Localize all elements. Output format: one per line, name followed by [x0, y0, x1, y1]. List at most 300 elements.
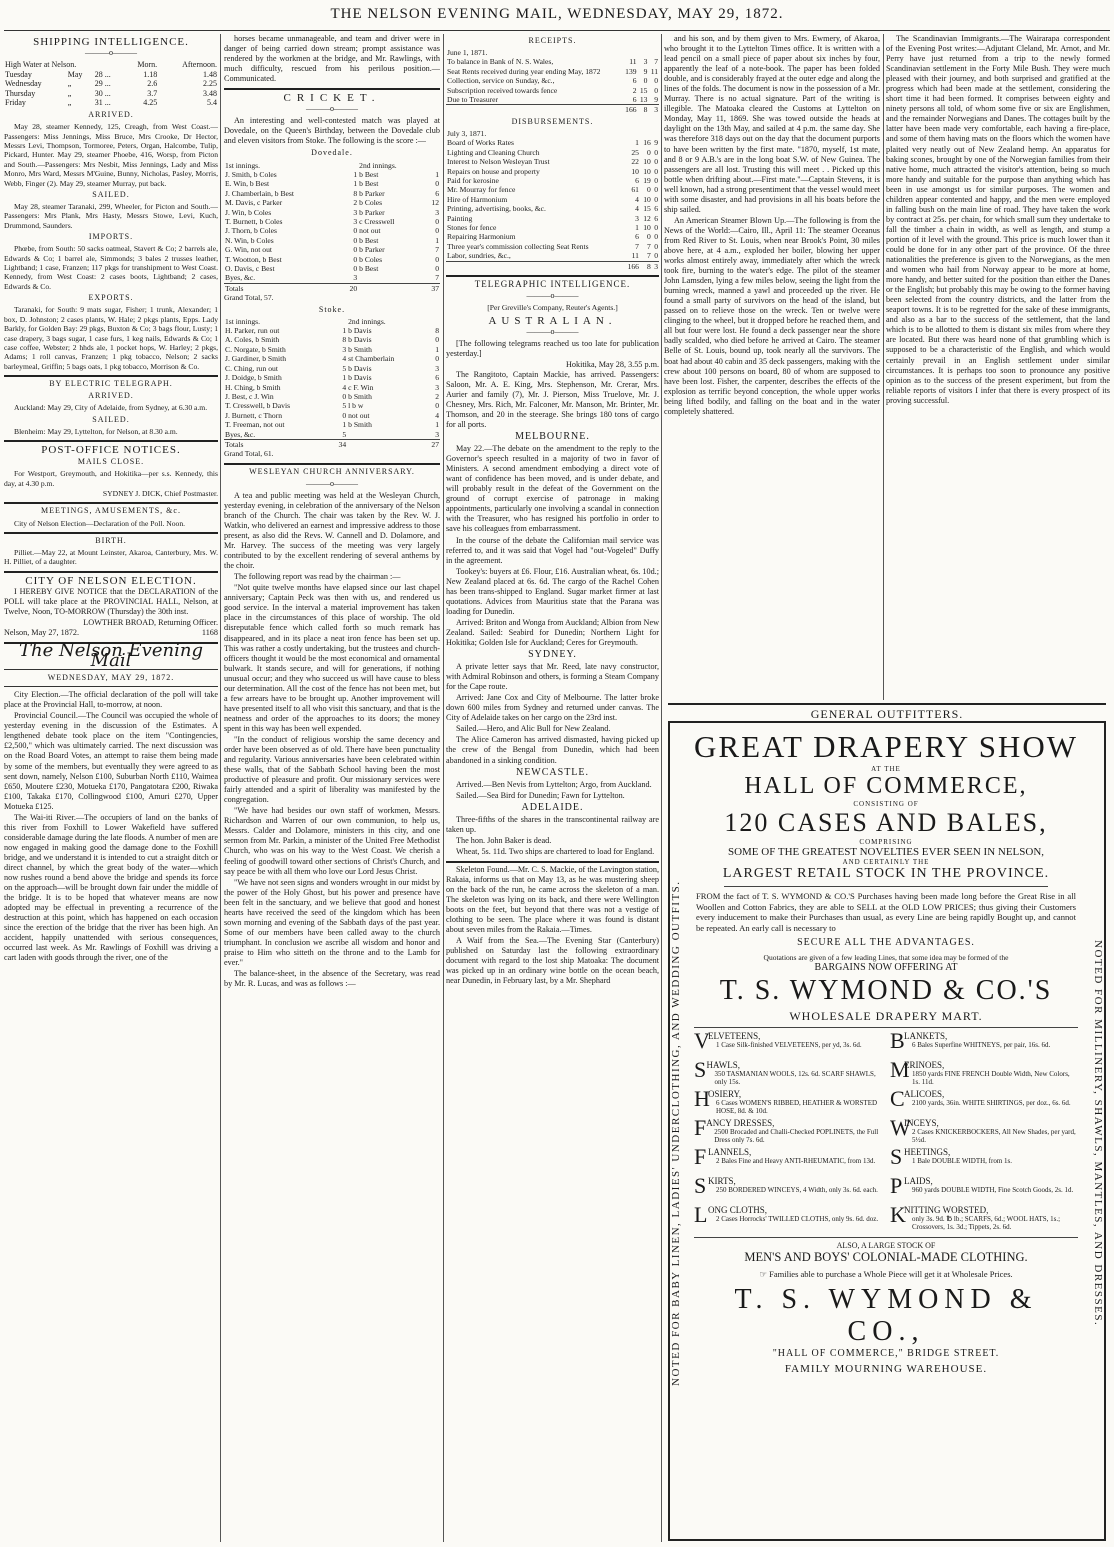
- table-row: [224, 373, 440, 382]
- telegraph-heading: BY ELECTRIC TELEGRAPH.: [49, 379, 173, 389]
- ad-address: "HALL OF COMMERCE," BRIDGE STREET.: [772, 1348, 1000, 1359]
- election-date: Nelson, May 27, 1872.: [4, 628, 80, 637]
- account-row-cell: 9: [654, 95, 658, 105]
- ad-item: [694, 1057, 882, 1089]
- telegraph-agents: [Per Greville's Company, Reuter's Agents.]: [487, 303, 618, 313]
- ad-item-name: LANNELS,: [708, 1147, 752, 1157]
- disbursements-heading: DISBURSEMENTS.: [511, 116, 594, 126]
- account-row-cell: 1: [635, 138, 639, 148]
- divider: ———o———: [306, 104, 358, 114]
- table-total: [224, 283, 440, 293]
- table-row-cell: T. Freeman, not out: [225, 420, 285, 430]
- table-row-cell: J. Thorn, b Coles: [225, 226, 277, 236]
- ad-item-text: [904, 1147, 1012, 1165]
- table-row-cell: M. Davis, c Parker: [225, 198, 283, 208]
- table-row-cell: J. Win, b Coles: [225, 207, 272, 217]
- ad-item-name: HAWLS,: [706, 1060, 741, 1070]
- account-row-cell: 7: [647, 251, 651, 261]
- table-row-cell: J. Gardiner, b Smith: [225, 354, 287, 364]
- account-row: [446, 157, 659, 166]
- account-row-cell: 0: [654, 241, 658, 251]
- mails-heading: MAILS CLOSE.: [77, 457, 145, 467]
- sydney-p2: Arrived: Jane Cox and City of Melbourne. The latter broke down 600 miles from Sydney and returned under canvas. The City of Adelaide takes on her cargo on the 23rd inst.: [446, 693, 659, 723]
- account-row-cell: Subscription received towards fence: [447, 85, 558, 95]
- account-row-cell: To balance in Bank of N. S. Wales,: [447, 57, 554, 67]
- account-row-cell: 0: [654, 251, 658, 261]
- table-header-cell: [332, 317, 347, 326]
- table-row-cell: [358, 273, 424, 283]
- table-row-cell: C. Norgate, b Smith: [225, 344, 286, 354]
- account-row: [446, 57, 659, 66]
- table-row-cell: b Parker: [359, 188, 385, 198]
- arrived-text: May 28, steamer Kennedy, 125, Creagh, from West Coast.—Passengers: Miss Jennings, Miss Bruce, Mrs Crooke, Dr Hector, Messrs Levi, Thompson, Tormoree, Peters, Organ, Halcombe, Tulip, Pickard, Hunter. May 29, steamer Phoebe, 416, Worsp, from Picton and South.—Passengers: Mrs Nesbit, Miss Jennings, Lady and Miss Monro, Mrs Ward, Messrs M'Guine, Bunny, Nicholas, Pasley, Morris, Webb, Finger (2). May 29, steamer Murray, put back.: [4, 122, 218, 188]
- column-2: [224, 34, 440, 1542]
- ad-item: [694, 1144, 882, 1176]
- ad-item-initial: F: [694, 1144, 707, 1169]
- table-row-cell: 3: [342, 344, 347, 354]
- ad-items-left: [694, 1028, 882, 1234]
- account-row-cell: Repairing Harmonium: [447, 232, 516, 242]
- stoke-heading: Stoke.: [318, 304, 346, 314]
- editorial-council: Provincial Council.—The Council was occupied the whole of yesterday evening in the discussion of the Estimates. A lengthened debate took place on the item "Contingencies, £2,500," which was ultimately carried. The next discussion was on the Road Board Votes, an attempt to raise them being made by some of the members, but eventually they were agreed to as sent down, namely, Nelson £100, Suburban North £110, Waimea £650, Moutere £230, Motueka £170, Pangatotara £200, Riwaka £100, Takaka £170, Collingwood £100, Amuri £270, Upper Motueka £125.: [4, 711, 218, 811]
- account-row-cell: 0: [654, 166, 658, 176]
- table-row-cell: 0: [435, 216, 439, 226]
- table-row-cell: J. Smith, b Coles: [225, 169, 277, 179]
- table-row-cell: 0: [353, 226, 358, 236]
- wesleyan-p1: A tea and public meeting was held at the Wesleyan Church, yesterday evening, in celebration of the anniversary of the Nelson branch of the Church. The chair was taken by the Rev. W. J. Watkin, who delivered an earnest and impressive address to those present, as also did the Revs. W. Cannell and D. Dolamore, and Mr. Harvey. The success of the meeting was very largely contributed to by the excellent rendering of several anthems by the choir.: [224, 490, 440, 571]
- table-header: [224, 161, 440, 170]
- table-header-cell: 2nd innings.: [348, 316, 386, 326]
- divider: ———o———: [85, 48, 137, 58]
- wesleyan-heading: WESLEYAN CHURCH ANNIVERSARY.: [249, 466, 415, 476]
- account-total-cell: [446, 261, 623, 271]
- ad-content: [694, 723, 1078, 1539]
- account-row-cell: 9: [643, 66, 648, 76]
- ad-item-text: [708, 1089, 882, 1115]
- table-row-cell: 0: [435, 179, 439, 189]
- table-row-cell: b Davis: [348, 363, 372, 373]
- steamer-blown-up: An American Steamer Blown Up.—The following is from the News of the World:—Cairo, Ill., April 11: The steamer Oceanus from Red River to St. Louis, when near Brook's Point, 30 miles above here, at 4 a.m., exploded her boiler, blowing her upper works almost entirely away, immediately after which the wreck took fire, burning to the water's edge. The pilot of the steamer John Lamsden, lying a few miles below, seeing the light from the burning wreck, manned a yawl and proceeded up the river. He found a small party of survivors on the head of the island, but passed on to relieve those on the wreck. Ten or twelve were clinging to the wheel, but it dropped before he reached them, and all but four were lost. He found a deck passenger near the shore badly scalded, who died before he arrived at Cairo. The steamer Belle of St. Louis, bound up, took nearly all the survivors. The boat had about 40 cabin and 35 deck passengers, making with the crew about 100 persons on board, 80 of whom are supposed to have been lost. Fisher, the carpenter, describes the effects of the explosion as terrific beyond conception, the whole upper works being lifted bodily, and falling on the boat and in the water completely shattered.: [664, 215, 880, 416]
- table-row-cell: 1: [342, 326, 347, 336]
- tide-row: Wednesday „ 29 ... 2.6 2.25: [5, 79, 217, 89]
- table-row-cell: J. Best, c J. Win: [225, 391, 274, 401]
- table-row-cell: 0: [342, 410, 347, 420]
- table-row: [224, 170, 440, 179]
- account-row-cell: 61: [631, 185, 639, 195]
- account-row-cell: [622, 48, 637, 57]
- table-row: [224, 345, 440, 354]
- column-3: [446, 34, 659, 1542]
- account-row-cell: 22: [631, 157, 639, 167]
- table-row: [224, 364, 440, 373]
- table-row-cell: 5: [342, 401, 347, 411]
- account-row-cell: [648, 48, 659, 57]
- table-row-cell: b Parker: [359, 245, 385, 255]
- table-total-cell: Totals: [224, 283, 342, 293]
- masthead-rule: [4, 30, 1110, 31]
- ad-item-name: LAIDS,: [904, 1176, 933, 1186]
- telegraph-arrived: Auckland: May 29, City of Adelaide, from Sydney, at 6.30 a.m.: [14, 403, 208, 413]
- ad-item-initial: M: [890, 1057, 910, 1082]
- ad-item-text: [708, 1205, 878, 1223]
- cricket-intro: An interesting and well-contested match was played at Dovedale, on the Queen's Birthday, between the Dovedale club and eleven visitors from Stoke. The following is the score :—: [224, 116, 440, 146]
- ad-item-name: OSIERY,: [708, 1089, 742, 1099]
- ad-item: [694, 1115, 882, 1147]
- ad-item-detail: 250 BORDERED WINCEYS, 4 Width, only 3s. 6d. each.: [716, 1186, 878, 1194]
- wesleyan-p2: The following report was read by the chairman :—: [234, 572, 401, 582]
- adelaide-heading: ADELAIDE.: [521, 801, 584, 813]
- sailed-heading: SAILED.: [92, 414, 130, 424]
- table-row-cell: 0: [435, 335, 439, 345]
- ad-item: [890, 1202, 1078, 1234]
- ad-item-name: ONG CLOTHS,: [708, 1205, 768, 1215]
- ad-item-detail: 6 Bales Superfine WHITNEYS, per pair, 16s. 6d.: [912, 1041, 1051, 1049]
- account-row: [446, 242, 659, 251]
- adelaide-p3: Wheat, 5s. 11d. Two ships are chartered to load for England.: [456, 846, 655, 856]
- account-row-cell: 16: [643, 138, 651, 148]
- sydney-heading: SYDNEY.: [528, 649, 577, 661]
- table-header-cell: 2nd innings.: [359, 160, 397, 170]
- ad-item-initial: S: [694, 1057, 707, 1082]
- account-total-cell: 166: [622, 105, 637, 115]
- account-row: [446, 251, 659, 261]
- tide-header: High Water at Nelson.: [5, 60, 77, 70]
- column-rule: [661, 34, 662, 1542]
- account-row-cell: 10: [643, 157, 651, 167]
- table-row-cell: 7: [435, 245, 439, 255]
- table-row-cell: 6: [435, 373, 439, 383]
- account-total-cell: 3: [648, 105, 659, 115]
- account-row-cell: June 1, 1871.: [447, 48, 488, 58]
- table-row-cell: 2: [435, 391, 439, 401]
- wesleyan-p4: "In the conduct of religious worship the same decency and order have been observed as of old. There have been punctuality and regularity. Various anniversaries have been celebrated within these walls, that of the Sabbath School having been the most productive of pleasure and profit. Our missionary services were fairly attended and a spirit of liberality was manifested by the congregation.: [224, 734, 440, 805]
- table-total-cell: 34: [332, 439, 347, 449]
- account-row-cell: 0: [654, 157, 658, 167]
- ad-item-detail: 350 TASMANIAN WOOLS, 12s. 6d. SCARF SHAWLS, only 15s.: [714, 1070, 876, 1086]
- ad-item-text: [904, 1118, 1078, 1144]
- table-row-cell: N. Win, b Coles: [225, 235, 274, 245]
- table-row-cell: b Davis: [348, 326, 372, 336]
- account-row-cell: Lighting and Cleaning Church: [447, 147, 540, 157]
- table-row: [224, 189, 440, 198]
- account-row: [446, 129, 659, 138]
- election-heading: CITY OF NELSON ELECTION.: [25, 574, 197, 587]
- table-row-cell: b Parker: [359, 207, 385, 217]
- ad-item-initial: B: [890, 1028, 905, 1053]
- table-row-cell: not out: [348, 410, 370, 420]
- wesleyan-p5: "We have had besides our own staff of workmen, Messrs. Richardson and Warren of our own communion, to help us, Messrs. Calder and Dolamore, ministers in this city, and one sermon from Mr. Parkin, a minister of the United Free Methodist Church, who was on his way to the West Coast. We cherish a feeling of goodwill toward other sections of Christ's Church, and say peace be with all them who love our Lord Jesus Christ.: [224, 806, 440, 876]
- account-row-cell: [623, 129, 640, 138]
- account-row-cell: 3: [643, 57, 648, 67]
- section-rule: [224, 88, 440, 90]
- table-row-cell: H. Ching, b Smith: [225, 382, 281, 392]
- ad-item-name: NITTING WORSTED,: [904, 1205, 989, 1215]
- table-row-cell: T. Wootton, b Best: [225, 254, 282, 264]
- editorial-election: City Election.—The official declaration of the poll will take place at the Provincial Hall, to-morrow, at noon.: [4, 690, 218, 710]
- table-header-cell: 1st innings.: [225, 160, 261, 170]
- account-row: [446, 195, 659, 204]
- table-row-cell: C. Ching, run out: [225, 363, 278, 373]
- table-row: [224, 236, 440, 245]
- table-total-cell: [358, 283, 424, 293]
- account-row-cell: 3: [635, 213, 639, 223]
- ad-item-name: ELVETEENS,: [708, 1031, 761, 1041]
- account-row-cell: Printing, advertising, books, &c.: [447, 204, 546, 214]
- account-row-cell: 6: [635, 232, 639, 242]
- table-row: [224, 411, 440, 420]
- table-row-cell: b Best: [359, 235, 379, 245]
- melbourne-p3: Tookey's: buyers at £6. Flour, £16. Australian wheat, 6s. 10d.; New Zealand placed at 6s. 6d. The cargo of the Rachel Cohen has been trans-shipped to England. Sugar market firmer at last quotations. Advices from Mauritius state that the Parana was loading for Dunedin.: [446, 566, 659, 616]
- table-row-cell: 3: [353, 216, 358, 226]
- section-rule: [4, 375, 218, 377]
- waif-from-sea: A Waif from the Sea.—The Evening Star (Canterbury) published on Saturday last the following extraordinary document with regard to the lost ship Matoaka: The document was picked up in an ordinary wine bottle on the ocean beach, near Dunedin, in February last, by a Mr. Shephard: [446, 936, 659, 986]
- shipping-heading: SHIPPING INTELLIGENCE.: [33, 36, 189, 48]
- table-row-cell: b Coles: [359, 254, 383, 264]
- table-row-cell: 2: [353, 198, 358, 208]
- melbourne-heading: MELBOURNE.: [515, 431, 590, 443]
- ad-item-text: [708, 1031, 862, 1049]
- table-row-cell: J. Chamberlain, b Best: [225, 188, 294, 198]
- paper-date: WEDNESDAY, MAY 29, 1872.: [47, 673, 175, 683]
- ad-item-initial: P: [890, 1173, 903, 1198]
- section-rule: [4, 502, 218, 504]
- account-row: [446, 138, 659, 147]
- wesleyan-p6: "We have not seen signs and wonders wrought in our midst by the power of the Holy Ghost, but his power and presence have been felt in the sanctuary, and we believe that good and honest hearts have received the seed of the kingdom which has been sown morning and evening of the Sabbath days of the past year. Some of our members have been called away to the church triumphant. In conclusion we ascribe all wisdom and honor and praise to Him who sitteth on the throne and to the Lamb for ever.": [224, 877, 440, 967]
- account-row: [446, 86, 659, 95]
- dovedale-scores: [224, 161, 440, 294]
- tide-header: Morn.: [137, 60, 158, 70]
- account-row-cell: 11: [629, 57, 637, 67]
- ad-item-initial: K: [890, 1202, 906, 1227]
- late-note: [The following telegrams reached us too late for publication yesterday.]: [446, 338, 659, 358]
- ad-connector: AND CERTAINLY THE: [842, 858, 930, 866]
- ad-item: [694, 1173, 882, 1205]
- ad-item-initial: H: [694, 1086, 710, 1111]
- account-row-cell: 9: [654, 138, 658, 148]
- ad-item-text: [707, 1060, 883, 1086]
- table-total-cell: 27: [425, 439, 440, 449]
- ad-item: [890, 1173, 1078, 1205]
- account-row-cell: 6: [654, 204, 658, 214]
- table-row-cell: b Coles: [359, 198, 383, 208]
- table-row-cell: 0: [435, 401, 439, 411]
- ad-item-text: [708, 1176, 878, 1194]
- table-row: [224, 383, 440, 392]
- dovedale-heading: Dovedale.: [311, 148, 353, 158]
- disbursements-table: [446, 129, 659, 271]
- table-row: [224, 335, 440, 344]
- sailed-text: May 28, steamer Taranaki, 299, Wheeler, for Picton and South.—Passengers: Mrs Plank, Mrs Hasty, Messrs Stowe, Levi, Kuch, Drummond, Saunders.: [4, 202, 218, 230]
- ad-item: [890, 1086, 1078, 1118]
- ad-item-detail: 1850 yards FINE FRENCH Double Width, New Colors, 1s. 11d.: [912, 1070, 1070, 1086]
- table-row-cell: 0: [435, 263, 439, 273]
- column-4: [664, 34, 880, 700]
- imports-text: Phœbe, from South: 50 sacks oatmeal, Stavert & Co; 2 barrels ale, Edwards & Co; 1 barrel ale, Simmonds; 3 bales 2 trusses leather, Lightband; 1 case, Franzen; 117 pkgs for transhipment to West Coast. Kennedy, from West Coast: 2 cases boots, Lightband; 2 cases, Edwards & Co.: [4, 244, 218, 291]
- newcastle-p1: Arrived.—Ben Nevis from Lyttelton; Argo, from Auckland.: [456, 779, 652, 789]
- account-row-cell: 2: [632, 85, 637, 95]
- table-row-cell: 0: [435, 254, 439, 264]
- table-row-cell: b Smith: [348, 344, 372, 354]
- ad-item-initial: F: [694, 1115, 707, 1140]
- table-row-cell: st Chamberlain: [348, 354, 395, 364]
- drapery-advertisement: [664, 703, 1110, 1546]
- table-row-cell: 0: [435, 354, 439, 364]
- account-row-cell: 1: [635, 223, 639, 232]
- account-row-cell: 0: [654, 147, 658, 157]
- ad-families: ☞ Families able to purchase a Whole Piece will get it at Wholesale Prices.: [759, 1269, 1013, 1279]
- table-row-cell: O. Davis, c Best: [225, 263, 275, 273]
- ad-connector: AT THE: [871, 765, 901, 773]
- ad-item-name: ANCY DRESSES,: [706, 1118, 775, 1128]
- hokitika-dateline: Hokitika, May 28, 3.55 p.m.: [565, 359, 659, 369]
- newcastle-heading: NEWCASTLE.: [515, 766, 590, 778]
- account-row-cell: 0: [654, 223, 658, 232]
- account-row-cell: Paid for kerosine: [447, 175, 499, 185]
- account-row-cell: 0: [654, 185, 658, 195]
- ad-side-right: NOTED FOR MILLINERY, SHAWLS, MANTLES, AND DRESSES.: [1092, 939, 1104, 1327]
- telegraph-sailed: Blenheim: May 29, Lyttelton, for Nelson, at 8.30 a.m.: [14, 426, 178, 436]
- ad-item-detail: only 3s. 9d. ℔ lb.; SCARFS, 6d.; WOOL HATS, 1s.; Crossovers, 1s. 3d.; Tippets, 2s. 6d.: [912, 1215, 1061, 1231]
- account-row-cell: 19: [643, 175, 651, 185]
- table-row: [224, 401, 440, 410]
- account-row-cell: Seat Rents received during year ending May, 1872: [447, 66, 601, 76]
- sailed-heading: SAILED.: [92, 189, 130, 199]
- telegraphic-heading: TELEGRAPHIC INTELLIGENCE.: [474, 279, 631, 290]
- ad-item-detail: 2 Bales Fine and Heavy ANTI-RHEUMATIC, from 13d.: [716, 1157, 876, 1165]
- ad-bargains: BARGAINS NOW OFFERING AT: [814, 962, 958, 973]
- table-row: [224, 245, 440, 254]
- table-row-cell: 8: [353, 188, 358, 198]
- account-row-cell: Board of Works Rates: [447, 138, 514, 148]
- table-row-cell: T. Burnett, b Coles: [225, 216, 283, 226]
- ad-largest: LARGEST RETAIL STOCK IN THE PROVINCE.: [722, 866, 1050, 881]
- section-rule: [446, 861, 659, 863]
- table-row-cell: b Davis: [348, 335, 372, 345]
- ad-item: [890, 1115, 1078, 1147]
- table-row-cell: J. Doidge, b Smith: [225, 373, 282, 383]
- melbourne-p2: In the course of the debate the Californian mail service was referred to, and it was said that Vogel had "out-Vogeled" Duffy in the agreement.: [446, 535, 659, 565]
- cricket-heading: CRICKET.: [283, 92, 381, 105]
- table-header-cell: [342, 161, 358, 170]
- table-total-cell: Totals: [224, 439, 332, 449]
- account-total-cell: 3: [652, 261, 659, 271]
- table-row-cell: [347, 430, 424, 440]
- table-row: [224, 392, 440, 401]
- account-row-cell: Due to Treasurer: [447, 95, 499, 105]
- account-row: [446, 48, 659, 57]
- account-row-cell: Interest to Nelson Wesleyan Trust: [447, 157, 550, 167]
- australian-heading: AUSTRALIAN.: [488, 314, 617, 327]
- ad-item: [890, 1028, 1078, 1060]
- ad-item-text: [904, 1089, 1071, 1107]
- account-row-cell: 10: [643, 166, 651, 176]
- table-row-cell: 0: [435, 226, 439, 236]
- ad-item-detail: 2500 Brocaded and Challi-Checked POPLINETS, the Full Dress only 7s. 6d.: [714, 1128, 879, 1144]
- sydney-p1: A private letter says that Mr. Reed, late navy constructor, with Admiral Robinson and others, is forming a Steam Company for the Cape route.: [446, 662, 659, 692]
- ad-item-detail: 1 Bale DOUBLE WIDTH, from 1s.: [912, 1157, 1012, 1165]
- account-row-cell: 0: [647, 232, 651, 242]
- ad-item-name: INCEYS,: [904, 1118, 939, 1128]
- exports-heading: EXPORTS.: [88, 293, 134, 303]
- table-header-cell: 1st innings.: [225, 316, 261, 326]
- ad-item-name: ALICOES,: [904, 1089, 945, 1099]
- ad-item-text: [706, 1118, 882, 1144]
- tide-header: Afternoon.: [182, 60, 217, 70]
- table-row-cell: b Davis: [348, 373, 372, 383]
- account-row-cell: [638, 48, 649, 57]
- ad-item-name: ERINOES,: [904, 1060, 945, 1070]
- column-5: [886, 34, 1110, 700]
- ad-mourning: FAMILY MOURNING WAREHOUSE.: [784, 1363, 988, 1375]
- scandinavian-immigrants: The Scandinavian Immigrants.—The Wairarapa correspondent of the Evening Post writes:—Adjutant Cleland, Mr. Arnot, and Mr. Perry have just returned from a trip to the newly formed Scandinavian settlement in the Forty Mile Bush. They were much pleased with their journey, and both surprised and gratified at the progress which had been made at the settlement, considering the short time it had been formed. It comprises between eighty and ninety persons all told, of whom some five or six are Englishmen, and the remainder Norwegians and Danes. The cottages built by the latter have been made very comfortable, each having a fire-place, and some of them having mats on the floors which the women have plaited very neatly out of New Zealand hemp. An apparatus for baking scones, brought by one of the Norwegian families from their native home, much attracted the visitor's attention, being so much more handy and suitable for the purpose than anything which has been in use amongst us for similar purposes. The women and children appear contented and happy, and the men were employed in falling bush on the main line of road. They have taken the work by contract at 25s. per chain, for which small sum they undertake to fall the timber a chain in width, as well as length, and stump a portion of it level with the ground. This price is much lower than it could be done for in any other part of the province. Of the three nationalities the preference is given to the Norwegians, as the men and women who hail from Norway appear to be more at home, more handy, and better suited for the position than either the Danes or the English; but probably this may be owing to the former having been selected from the country districts, and the latter from the seaport towns. It is to be regretted for the sake of these immigrants, and also as a bar to the success of the settlement, that the land which is to be allotted to them is distant six miles from where they are located. But there was heard none of that grumbling which is supposed to be a characteristic of the English, and which would certainly prevail in an English settlement under similar circumstances. It is perhaps too soon to pronounce any positive opinion as to the success of the present experiment, but from the reliable reports of visitors I infer that there is every prospect of its proving successful.: [886, 34, 1110, 405]
- account-row-cell: 7: [635, 241, 639, 251]
- ad-also: ALSO, A LARGE STOCK OF: [836, 1241, 936, 1250]
- arrived-heading: ARRIVED.: [88, 391, 134, 401]
- masthead: THE NELSON EVENING MAIL, WEDNESDAY, MAY 29, 1872.: [330, 6, 784, 22]
- table-row-cell: 5: [342, 363, 347, 373]
- melbourne-p4: Arrived: Briton and Wonga from Auckland; Albion from New Zealand. Sailed: Seabird for Dunedin; Northern Light for Hokitika; Golden Isle for Auckland; Ceres for Greymouth.: [446, 617, 659, 647]
- arrived-heading: ARRIVED.: [88, 110, 134, 120]
- ad-item-detail: 2 Cases KNICKERBOCKERS, All New Shades, per yard, 5½d.: [912, 1128, 1076, 1144]
- ad-item-initial: S: [694, 1173, 707, 1198]
- account-row: [446, 167, 659, 176]
- ad-header: GENERAL OUTFITTERS.: [810, 707, 964, 721]
- birth-heading: BIRTH.: [95, 535, 127, 545]
- table-row-cell: 1: [342, 420, 347, 430]
- table-row-cell: 1: [342, 373, 347, 383]
- returning-officer: LOWTHER BROAD, Returning Officer.: [83, 617, 218, 627]
- ad-mart: WHOLESALE DRAPERY MART.: [789, 1009, 983, 1023]
- table-row: [224, 273, 440, 283]
- table-row-cell: E. Win, b Best: [225, 179, 270, 189]
- table-row: [224, 217, 440, 226]
- divider: ———o———: [526, 291, 579, 301]
- ad-connector: COMPRISING: [859, 838, 913, 846]
- election-notice: I HEREBY GIVE NOTICE that the DECLARATION of the POLL will take place at the PROVINCIAL HALL, Nelson, at Twelve, Noon, TO-MORROW (Thursday) the 30th inst.: [4, 586, 218, 616]
- ad-item-text: [904, 1060, 1078, 1086]
- table-row: [224, 179, 440, 188]
- table-row: [224, 226, 440, 235]
- account-row-cell: 0: [643, 76, 648, 86]
- table-row: [224, 354, 440, 363]
- account-row: [446, 148, 659, 157]
- table-row-cell: G. Win, not out: [225, 245, 273, 255]
- account-row: [446, 76, 659, 85]
- ad-mens-clothing: MEN'S AND BOYS' COLONIAL-MADE CLOTHING.: [744, 1250, 1028, 1264]
- table-row-cell: 3: [435, 207, 439, 217]
- ad-item-name: KIRTS,: [708, 1176, 736, 1186]
- table-row-cell: 5: [342, 429, 347, 439]
- ad-connector: CONSISTING OF: [853, 800, 919, 808]
- table-row-cell: 1: [435, 169, 439, 179]
- ad-item: [890, 1057, 1078, 1089]
- tide-row: Friday „ 31 ... 4.25 5.4: [5, 98, 217, 108]
- receipts-heading: RECEIPTS.: [528, 36, 577, 45]
- account-total-cell: [446, 105, 622, 115]
- table-row-cell: b Best: [359, 263, 379, 273]
- table-row-cell: c F. Win: [348, 382, 374, 392]
- table-row-cell: 1: [353, 169, 358, 179]
- account-row-cell: 11: [631, 251, 639, 261]
- account-row-cell: 0: [647, 185, 651, 195]
- ad-item-text: [708, 1147, 875, 1165]
- account-total-cell: 166: [623, 261, 640, 271]
- sydney-p4: The Alice Cameron has arrived dismasted, having picked up the crew of the Bengal from Dunedin, which had been abandoned in a sinking condition.: [446, 735, 659, 765]
- table-row: [224, 198, 440, 207]
- account-row-cell: Repairs on house and property: [447, 166, 540, 176]
- account-row-cell: Hire of Harmonium: [447, 194, 508, 204]
- ad-item-initial: L: [694, 1202, 708, 1227]
